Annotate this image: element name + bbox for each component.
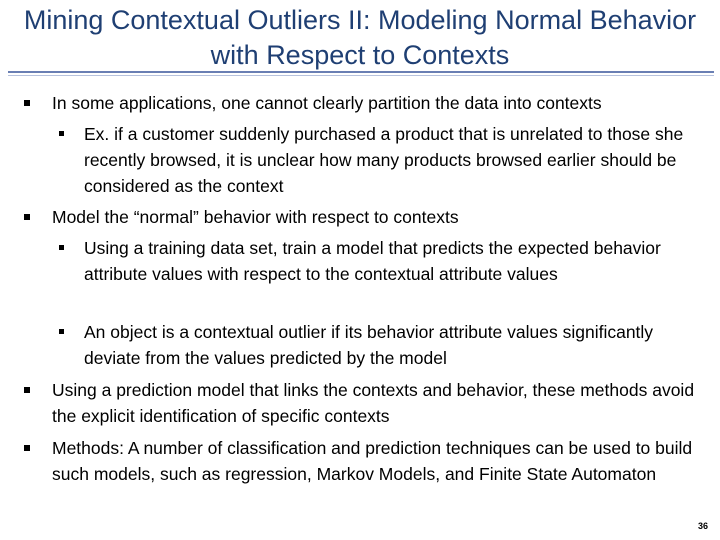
bullet-marker <box>24 387 30 393</box>
bullet-marker <box>59 131 64 136</box>
sub-bullet-item <box>84 235 694 287</box>
bullet-item <box>52 377 702 429</box>
bullet-marker <box>24 445 30 451</box>
bullet-marker <box>24 100 30 106</box>
title-divider <box>8 71 714 73</box>
bullet-text: Methods: A number of classification and prediction techniques can be used to build such models, such as regression, Markov Models, and Finite State Automaton <box>52 438 693 484</box>
bullet-text: Ex. if a customer suddenly purchased a product that is unrelated to those she recently browsed, it is unclear how many products browsed earlier should be considered as the context <box>84 124 684 196</box>
sub-bullet-item <box>84 121 694 199</box>
bullet-item <box>52 204 702 230</box>
bullet-marker <box>24 214 30 220</box>
slide-title: Mining Contextual Outliers II: Modeling Normal Behavior with Respect to Contexts <box>23 5 697 70</box>
bullet-text: An object is a contextual outlier if its behavior attribute values significantly deviate from the values predicted by the model <box>84 322 654 368</box>
bullet-text: Using a training data set, train a model that predicts the expected behavior attribute values with respect to the contextual attribute values <box>84 238 661 284</box>
bullet-item <box>52 435 702 487</box>
page-number: 36 <box>697 521 708 531</box>
bullet-text: In some applications, one cannot clearly partition the data into contexts <box>52 93 602 113</box>
title-divider-secondary <box>8 75 714 76</box>
bullet-text: Model the “normal” behavior with respect to contexts <box>52 207 459 227</box>
bullet-text: Using a prediction model that links the contexts and behavior, these methods avoid the explicit identification of specific contexts <box>52 380 695 426</box>
bullet-item <box>52 90 702 116</box>
bullet-marker <box>59 329 64 334</box>
sub-bullet-item <box>84 319 694 371</box>
bullet-marker <box>59 245 64 250</box>
